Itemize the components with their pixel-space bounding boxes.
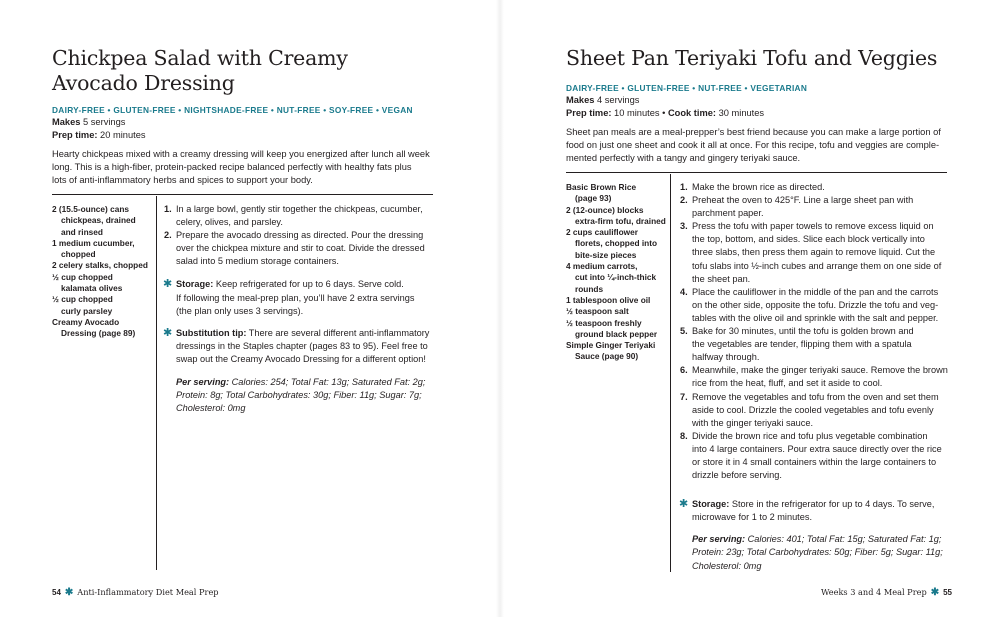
makes-value: 5 servings: [80, 117, 126, 127]
step-item: [680, 286, 960, 325]
step-text: Preheat the oven to 425°F. Line a large sheet pan with: [692, 195, 914, 206]
step-text: aside to cool. Drizzle the cooled vegetables and tofu evenly: [692, 404, 934, 415]
section-divider: [52, 194, 433, 195]
step-number: 8.: [680, 430, 688, 441]
makes-value: 4 servings: [594, 95, 640, 105]
step-item: [164, 229, 444, 268]
recipe-title: [52, 46, 348, 96]
ingredient-line: bite-size pieces: [575, 249, 637, 260]
asterisk-icon: ✱: [930, 587, 940, 598]
step-list: [164, 203, 444, 268]
recipe-intro: [52, 148, 436, 188]
serving-line: Cholesterol: 0mg: [176, 403, 246, 414]
intro-line: mented perfectly with a tangy and gingery teriyaki sauce.: [566, 153, 801, 164]
step-text: salad into 5 medium storage containers.: [176, 256, 339, 267]
ingredient-line: ½ teaspoon freshly: [566, 317, 642, 328]
recipe-title: Sheet Pan Teriyaki Tofu and Veggies: [566, 46, 938, 70]
ingredient-line: 1 medium cucumber,: [52, 237, 135, 248]
step-item: [680, 364, 960, 390]
intro-line: Sheet pan meals are a meal-prepper’s best friend because you can make a large portion of: [566, 127, 941, 137]
column-divider: [156, 196, 157, 570]
step-text: over the chickpea mixture and stir to coat. Divide the dressed: [176, 243, 425, 254]
asterisk-icon: ✱: [64, 587, 74, 598]
asterisk-icon: ✱: [163, 278, 173, 291]
ingredient-line: and rinsed: [61, 226, 103, 237]
section-divider: [566, 172, 947, 173]
intro-line: lots of anti-inflammatory herbs and spices to support your body.: [52, 175, 313, 186]
step-number: 2.: [164, 230, 172, 241]
step-text: halfway through.: [692, 352, 760, 363]
ingredient-list: [52, 204, 152, 340]
makes-label: Makes: [52, 117, 81, 127]
step-text: into 4 large containers. Pour extra sauce directly over the rice: [692, 443, 942, 454]
ingredient-line: Simple Ginger Teriyaki: [566, 340, 656, 351]
page-number: 54: [52, 588, 61, 597]
asterisk-icon: ✱: [163, 326, 173, 339]
step-number: 1.: [164, 204, 172, 214]
step-item: [680, 430, 960, 482]
step-text: three slabs, then press them again to remove liquid. Cut the: [692, 247, 936, 258]
substitution-line: dressings in the Staples chapter (pages 83 to 95). Feel free to: [176, 340, 428, 351]
step-column: [164, 203, 444, 415]
asterisk-icon: ✱: [679, 498, 689, 511]
ingredient-line: ½ cup chopped: [52, 294, 113, 305]
step-item: [680, 194, 960, 220]
recipe-meta: [52, 116, 146, 142]
step-text: rice from the heat, fluff, and set it aside to cool.: [692, 378, 883, 389]
step-text: drizzle before serving.: [692, 470, 782, 481]
prep-value: 20 minutes: [97, 130, 146, 140]
serving-line: Protein: 23g; Total Carbohydrates: 50g; Fiber: 5g; Sugar: 11g;: [692, 547, 943, 558]
step-text: tofu slabs into ½-inch cubes and arrange them on one side of: [692, 260, 942, 271]
intro-line: Hearty chickpeas mixed with a creamy dressing will keep you energized after lunch all week: [52, 149, 430, 159]
prep-label: Prep time:: [566, 108, 612, 118]
step-text: the vegetables are tender, flipping them with a spatula: [692, 339, 912, 350]
recipe-meta: [566, 94, 764, 120]
ingredient-line: florets, chopped into: [575, 238, 658, 249]
substitution-line: swap out the Creamy Avocado Dressing for a different option!: [176, 353, 426, 364]
diet-tags: DAIRY-FREE • GLUTEN-FREE • NUT-FREE • VEGETARIAN: [566, 83, 808, 93]
storage-line: microwave for 1 to 2 minutes.: [692, 512, 812, 523]
step-text: tables with the olive oil and sprinkle with the salt and pepper.: [692, 312, 939, 323]
ingredient-line: cut into ¼-inch-thick: [575, 272, 657, 283]
ingredient-list: [566, 182, 668, 363]
ingredient-line: ½ teaspoon salt: [566, 306, 629, 317]
step-text: celery, olives, and parsley.: [176, 217, 283, 228]
substitution-note: [164, 327, 444, 366]
serving-line: Cholesterol: 0mg: [692, 560, 762, 571]
ingredient-line: Dressing (page 89): [61, 328, 136, 339]
chapter-title: Weeks 3 and 4 Meal Prep: [821, 587, 927, 597]
nutrition-info: [164, 376, 444, 415]
ingredient-line: chopped: [61, 249, 96, 260]
storage-label: Storage:: [692, 499, 730, 510]
makes-label: Makes: [566, 95, 595, 105]
step-text: parchment paper.: [692, 208, 764, 219]
serving-label: Per serving:: [176, 377, 230, 388]
column-divider: [670, 174, 671, 572]
step-text: In a large bowl, gently stir together the chickpeas, cucumber,: [176, 204, 423, 214]
ingredient-line: kalamata olives: [61, 283, 123, 294]
book-title: Anti-Inflammatory Diet Meal Prep: [77, 587, 219, 597]
step-number: 2.: [680, 195, 688, 206]
ingredient-line: 2 (12-ounce) blocks: [566, 204, 644, 215]
ingredient-line: ½ cup chopped: [52, 271, 113, 282]
ingredient-line: curly parsley: [61, 305, 113, 316]
step-item: [680, 220, 960, 285]
step-number: 1.: [680, 182, 688, 192]
step-number: 7.: [680, 391, 688, 402]
cook-value: 30 minutes: [716, 108, 765, 118]
diet-tags: DAIRY-FREE • GLUTEN-FREE • NIGHTSHADE-FREE • NUT-FREE • SOY-FREE • VEGAN: [52, 105, 413, 115]
step-text: Bake for 30 minutes, until the tofu is golden brown and: [692, 326, 914, 337]
ingredient-line: Creamy Avocado: [52, 316, 120, 327]
serving-line: Protein: 8g; Total Carbohydrates: 30g; Fiber: 11g; Sugar: 7g;: [176, 390, 422, 401]
ingredient-line: Sauce (page 90): [575, 351, 639, 362]
ingredient-line: 2 cups cauliflower: [566, 227, 638, 238]
step-text: the top, bottom, and sides. Slice each block vertically into: [692, 234, 925, 245]
storage-note: [680, 498, 960, 524]
ingredient-line: Basic Brown Rice: [566, 182, 637, 192]
step-number: 3.: [680, 221, 688, 232]
step-text: or store it in 4 small containers within the large containers to: [692, 456, 937, 467]
step-item: [680, 391, 960, 430]
intro-line: food on just one sheet and cook it all at once. For this recipe, tofu and veggies are comple-: [566, 140, 940, 151]
intro-line: long. This is a high-fiber, protein-packed recipe balanced perfectly with healthy fats plus: [52, 162, 412, 173]
title-line: Avocado Dressing: [52, 71, 235, 95]
step-list: [680, 181, 960, 482]
step-text: Remove the vegetables and tofu from the oven and set them: [692, 391, 939, 402]
step-number: 6.: [680, 365, 688, 376]
storage-line: Keep refrigerated for up to 6 days. Serve cold.: [213, 279, 404, 290]
serving-line: Calories: 254; Total Fat: 13g; Saturated Fat: 2g;: [229, 377, 426, 388]
step-text: Press the tofu with paper towels to remove excess liquid on: [692, 221, 934, 232]
step-text: Make the brown rice as directed.: [692, 182, 825, 192]
ingredient-line: 1 tablespoon olive oil: [566, 294, 651, 305]
ingredient-line: extra-firm tofu, drained: [575, 215, 666, 226]
storage-line: Store in the refrigerator for up to 4 days. To serve,: [729, 499, 935, 510]
step-column: [680, 181, 960, 573]
ingredient-line: 2 (15.5-ounce) cans: [52, 204, 130, 214]
step-text: on the other side, opposite the tofu. Drizzle the tofu and veg-: [692, 299, 939, 310]
step-text: Meanwhile, make the ginger teriyaki sauce. Remove the brown: [692, 365, 948, 376]
page-number: 55: [943, 588, 952, 597]
step-number: 4.: [680, 286, 688, 297]
step-item: [164, 203, 444, 229]
storage-line: If following the meal-prep plan, you’ll have 2 extra servings: [176, 292, 415, 303]
serving-label: Per serving:: [692, 534, 746, 545]
step-text: Divide the brown rice and tofu plus vegetable combination: [692, 430, 928, 441]
ingredient-line: chickpeas, drained: [61, 215, 136, 226]
step-text: Prepare the avocado dressing as directed. Pour the dressing: [176, 230, 424, 241]
ingredient-line: 2 celery stalks, chopped: [52, 260, 148, 271]
serving-line: Calories: 401; Total Fat: 15g; Saturated Fat: 1g;: [745, 534, 942, 545]
step-text: the sheet pan.: [692, 273, 751, 284]
page-footer: [52, 587, 219, 598]
prep-label: Prep time:: [52, 130, 98, 140]
step-item: [680, 181, 960, 194]
right-page: [500, 0, 1000, 617]
step-number: 5.: [680, 326, 688, 337]
nutrition-info: [680, 533, 960, 572]
storage-note: [164, 278, 444, 317]
substitution-label: Substitution tip:: [176, 327, 247, 338]
storage-text: [692, 499, 934, 522]
step-text: with the ginger teriyaki sauce.: [692, 417, 814, 428]
storage-line: (the plan only uses 3 servings).: [176, 305, 304, 316]
ingredient-line: (page 93): [575, 193, 612, 204]
ingredient-line: 4 medium carrots,: [566, 261, 638, 272]
prep-value: 10 minutes •: [611, 108, 668, 118]
ingredient-line: ground black pepper: [575, 328, 658, 339]
step-item: [680, 325, 960, 364]
ingredient-line: rounds: [575, 283, 604, 294]
recipe-intro: [566, 126, 952, 166]
title-line: Chickpea Salad with Creamy: [52, 46, 348, 70]
cook-label: Cook time:: [667, 108, 716, 118]
page-footer: [821, 587, 952, 598]
substitution-line: There are several different anti-inflammatory: [246, 327, 430, 338]
storage-label: Storage:: [176, 279, 214, 290]
step-text: Place the cauliflower in the middle of the pan and the carrots: [692, 286, 939, 297]
